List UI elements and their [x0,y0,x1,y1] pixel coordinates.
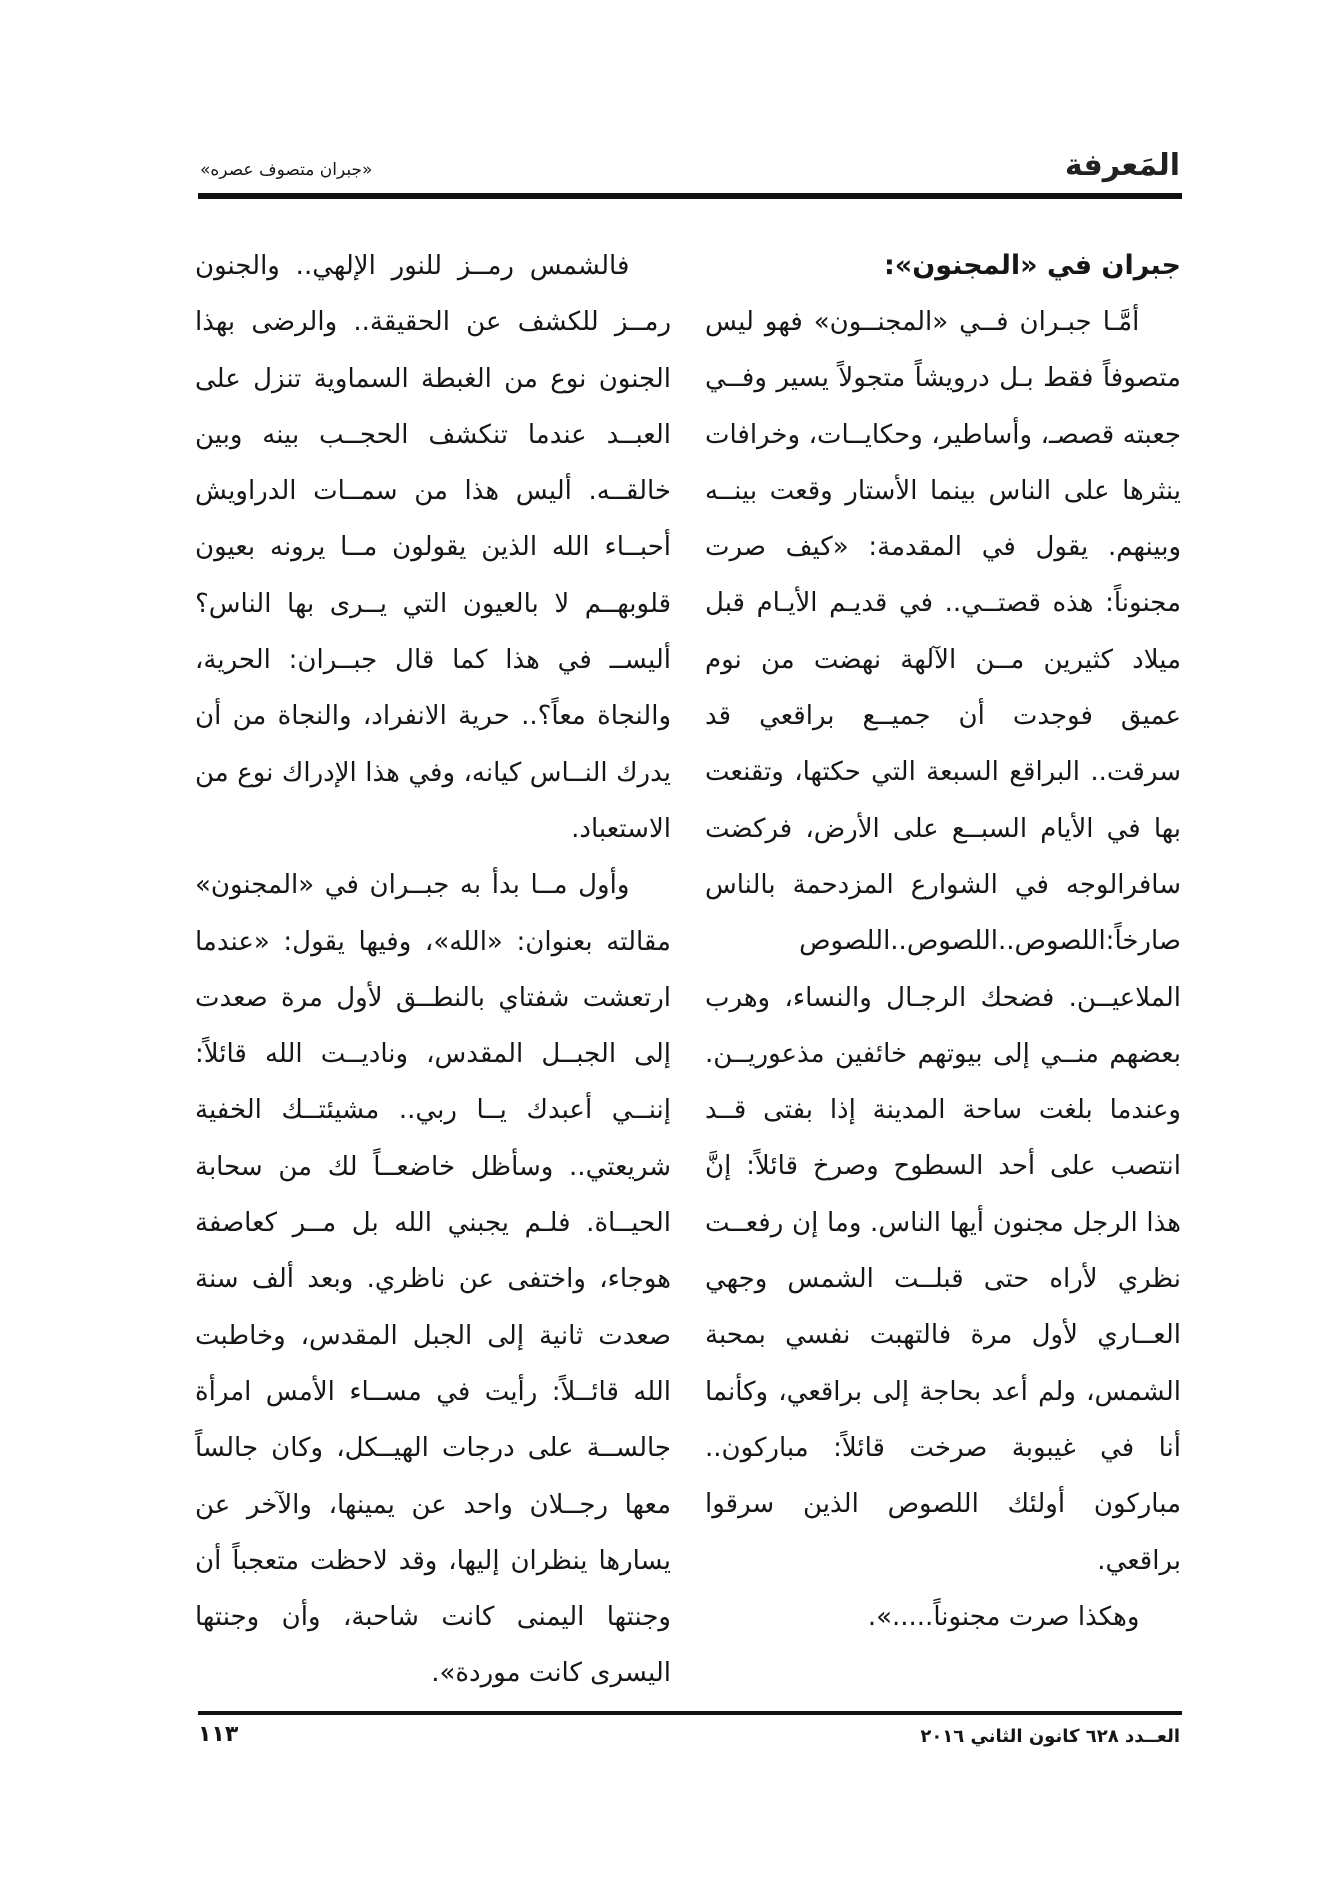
left-paragraph-2: وأول مــا بدأ به جبــران في «المجنون» مقالته بعنوان: «الله»، وفيها يقول: «عندما ارتعشت شفتاي بالنطــق لأول مرة صعدت إلى الجبــل المقدس، وناديــت الله قائلاً: إننــي أعبدك يــا ربي.. مشيئتــك الخفية شريعتي.. وسأظل خاضعــاً لك من سحابة الحيــاة. فلـم يجبني الله بل مــر كعاصفة هوجاء، واختفى عن ناظري. وبعد ألف سنة صعدت ثانية إلى الجبل المقدس، وخاطبت الله قائــلاً: رأيت في مســاء الأمس امرأة جالســة على درجات الهيــكل، وكان جالساً معها رجــلان واحد عن يمينها، والآخر عن يسارها ينظران إليها، وقد لاحظت متعجباً أن وجنتها اليمنى كانت شاحبة، وأن وجنتها اليسرى كانت موردة». [195,870,671,1689]
right-column [705,238,1181,1645]
page-number: ١١٣ [198,1722,239,1747]
right-paragraph-2: وهكذا صرت مجنوناً.....». [867,1601,1140,1632]
footer-divider [198,1711,1182,1715]
left-column [195,238,671,1702]
magazine-logo: المَعرفة [1064,148,1180,183]
section-heading: جبران في «المجنون»: [884,250,1181,281]
header-divider [198,193,1182,199]
right-paragraph-1: أمَّـا جبـران فــي «المجنــون» فهو ليس متصوفاً فقط بـل درويشاً متجولاً يسير وفــي جعبته قصصـ، وأساطير، وحكايــات، وخرافات ينثرها على الناس بينما الأستار وقعت بينــه وبينهم. يقول في المقدمة: «كيف صرت مجنوناً: هذه قصتــي.. في قديـم الأيـام قبل ميلاد كثيرين مــن الآلهة نهضت من نوم عميق فوجدت أن جميــع براقعي قد سرقت.. البراقع السبعة التي حكتها، وتقنعت بها في الأيام السبــع على الأرض، فركضت سافرالوجه في الشوارع المزدحمة بالناس صارخاً:اللصوص..اللصوص..اللصوص الملاعيــن. فضحك الرجـال والنساء، وهرب بعضهم منــي إلى بيوتهم خائفين مذعوريــن. وعندما بلغت ساحة المدينة إذا بفتى قــد انتصب على أحد السطوح وصرخ قائلاً: إنَّ هذا الرجل مجنون أيها الناس. وما إن رفعــت نظري لأراه حتى قبلــت الشمس وجهي العــاري لأول مرة فالتهبت نفسي بمحبة الشمس، ولم أعد بحاجة إلى براقعي، وكأنما أنا في غيبوبة صرخت قائلاً: مباركون.. مباركون أولئك اللصوص الذين سرقوا براقعي. [705,307,1181,1576]
left-paragraph-1: فالشمس رمــز للنور الإلهي.. والجنون رمــز للكشف عن الحقيقة.. والرضى بهذا الجنون نوع من الغبطة السماوية تنزل على العبــد عندما تنكشف الحجــب بينه وبين خالقــه. أليس هذا من سمــات الدراويش أحبــاء الله الذين يقولون مــا يرونه بعيون قلوبهــم لا بالعيون التي يــرى بها الناس؟ أليســ في هذا كما قال جبــران: الحرية، والنجاة معاً؟.. حرية الانفراد، والنجاة من أن يدرك النــاس كيانه، وفي هذا الإدراك نوع من الاستعباد. [195,251,671,844]
issue-info: العــدد ٦٢٨ كانون الثاني ٢٠١٦ [920,1726,1180,1747]
running-title: «جبران متصوف عصره» [200,160,373,180]
